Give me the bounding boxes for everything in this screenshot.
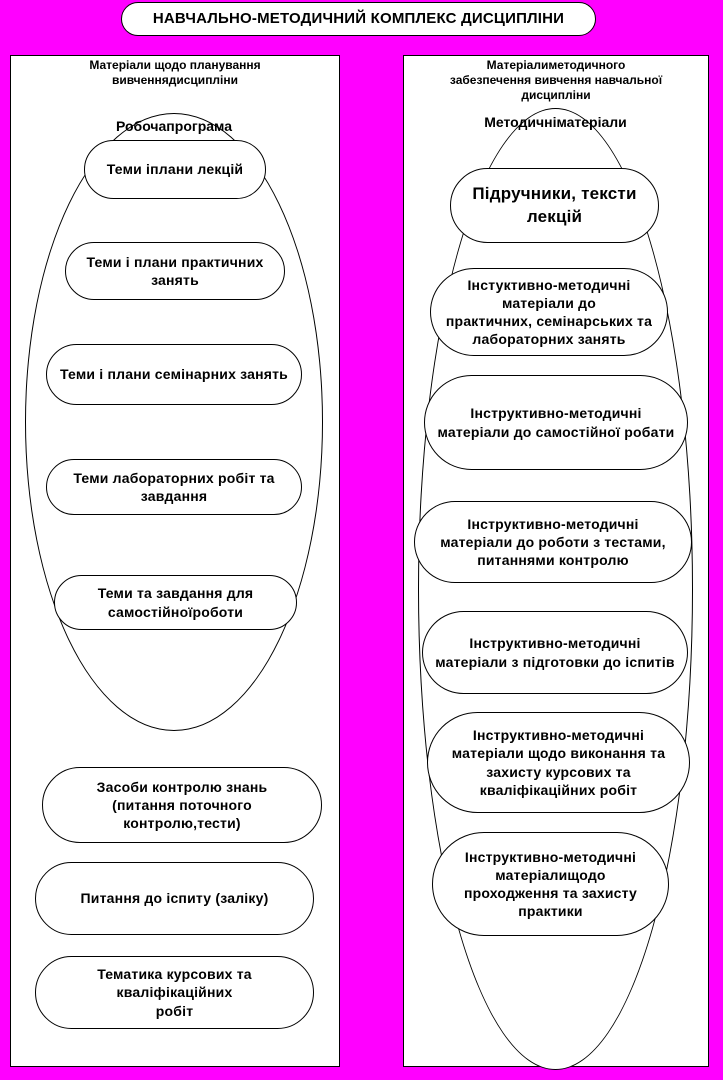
self-study-topics-item: Теми та завдання для самостійноїроботи: [54, 575, 297, 630]
methodical-materials-title: Матеріалиметодичного забезпечення вивчення навчальної дисципліни: [449, 58, 663, 102]
exam-preparation-instructions-item: Інструктивно-методичні матеріали з підготовки до іспитів: [422, 611, 688, 694]
diagram-title: НАВЧАЛЬНО-МЕТОДИЧНИЙ КОМПЛЕКС ДИСЦИПЛІНИ: [121, 2, 596, 36]
coursework-topics-item: Тематика курсових та кваліфікаційних робіт: [35, 956, 314, 1029]
work-program-label: Робочапрограма: [116, 118, 232, 134]
work-program-group: [25, 113, 323, 731]
planning-materials-title: Матеріали щодо планування вивченнядисципліни: [89, 58, 261, 87]
textbooks-item: Підручники, тексти лекцій: [450, 168, 659, 243]
practice-instructions-item: Інструктивно-методичні матеріалищодо проходження та захисту практики: [432, 832, 669, 936]
lab-topics-item: Теми лабораторних робіт та завдання: [46, 459, 302, 515]
exam-questions-item: Питання до іспиту (заліку): [35, 862, 314, 935]
knowledge-control-item: Засоби контролю знань (питання поточного контролю,тести): [42, 767, 322, 843]
lecture-topics-item: Теми іплани лекцій: [84, 140, 266, 199]
practical-instructions-item: Інстуктивно-методичні матеріали до практичних, семінарських та лабораторних занять: [430, 268, 668, 356]
methodical-materials-label: Методичніматеріали: [484, 114, 627, 130]
coursework-instructions-item: Інструктивно-методичні матеріали щодо виконання та захисту курсових та кваліфікаційних робіт: [427, 712, 690, 813]
tests-instructions-item: Інструктивно-методичні матеріали до роботи з тестами, питаннями контролю: [414, 501, 692, 583]
practical-topics-item: Теми і плани практичних занять: [65, 242, 285, 300]
seminar-topics-item: Теми і плани семінарних занять: [46, 344, 302, 405]
self-study-instructions-item: Інструктивно-методичні матеріали до самостійної робати: [424, 375, 688, 470]
